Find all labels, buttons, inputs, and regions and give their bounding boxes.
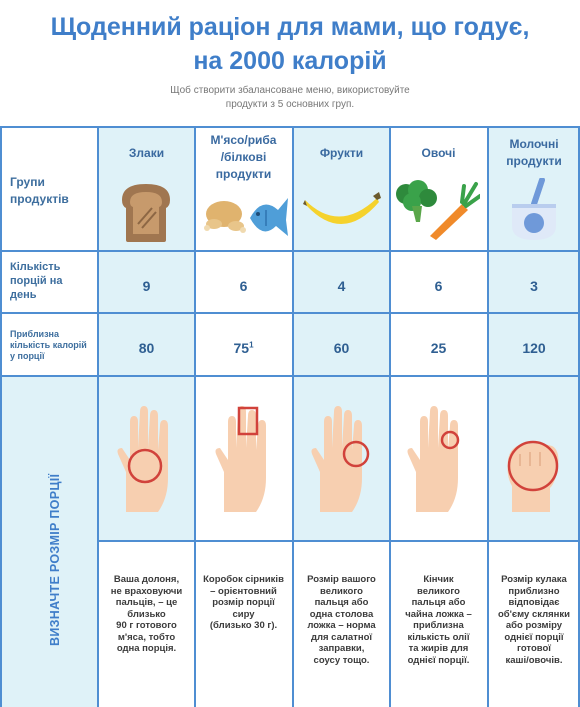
column-header-dairy: [488, 136, 580, 170]
desc-line: близько: [127, 608, 166, 620]
chicken-fish-icon: [200, 190, 290, 240]
column-header-line: продукти: [215, 167, 272, 181]
desc-line: м'яса, тобто: [117, 631, 176, 643]
blue-cell: [98, 127, 195, 376]
desc-line: розмір порції: [212, 597, 275, 608]
header: [0, 0, 580, 126]
desc-line: одна порція.: [116, 643, 177, 654]
row-label-line: Групи: [10, 175, 45, 189]
desc-line: однієї порції.: [407, 654, 470, 666]
subtitle-line-2: продукти з 5 основних груп.: [225, 99, 355, 110]
hand-thumb-tip-icon: [402, 402, 472, 520]
banana-icon: [303, 190, 381, 230]
portion-desc-fruits: [293, 574, 390, 666]
row-label-portion-size: ВИЗНАЧТЕ РОЗМІР ПОРЦІЇ: [48, 473, 62, 646]
grid-line: [0, 375, 580, 377]
yogurt-icon: [508, 178, 560, 242]
desc-line: Розмір кулака: [501, 574, 567, 585]
desc-line: об'єму склянки: [497, 608, 571, 620]
portion-desc-protein: [195, 574, 292, 632]
footnote-marker: 1: [249, 340, 254, 350]
column-header-grains: [98, 145, 195, 162]
row-label-line: у порції: [10, 351, 45, 361]
column-header-line: Злаки: [128, 146, 165, 160]
servings-grains: 9: [142, 278, 151, 294]
desc-line: Коробок сірників: [203, 574, 284, 585]
desc-line: соусу тощо.: [313, 654, 370, 666]
portion-desc-dairy: [488, 574, 580, 666]
calories-grains: 80: [138, 340, 155, 356]
desc-line: – орієнтовний: [210, 585, 277, 597]
portion-desc-vegetables: [390, 574, 487, 666]
calories-protein: [195, 340, 292, 356]
column-header-fruits: [293, 145, 390, 162]
servings-fruits: 4: [337, 278, 346, 294]
row-label-line: Кількість: [10, 261, 61, 273]
grid-line: [0, 312, 580, 314]
grid-line: [97, 540, 580, 542]
desc-line: великого: [320, 585, 363, 597]
portion-desc-grains: [98, 574, 195, 655]
column-header-line: Овочі: [421, 146, 456, 160]
desc-line: не враховуючи: [110, 585, 183, 597]
desc-line: Ваша долоня,: [113, 574, 180, 585]
subtitle-line-1: Щоб створити збалансоване меню, використовуйте: [170, 85, 410, 96]
desc-line: Кінчик: [423, 574, 454, 585]
column-header-line: Молочні: [509, 137, 559, 151]
hand-thumb-icon: [306, 402, 376, 520]
desc-line: ложка – норма: [307, 620, 376, 631]
blue-cell: [293, 127, 390, 376]
row-label-calories: [10, 329, 87, 362]
title-line-2: на 2000 калорій: [193, 47, 387, 75]
desc-line: однієї порції: [504, 631, 564, 643]
desc-line: для салатної: [310, 631, 373, 643]
calories-protein-value: 75: [233, 340, 250, 356]
calories-fruits: 60: [333, 340, 350, 356]
desc-line: великого: [417, 585, 460, 597]
fist-icon: [496, 426, 572, 520]
row-label-line: день: [10, 289, 37, 301]
row-label-line: кількість калорій: [10, 340, 87, 350]
desc-line: одна столова: [309, 608, 374, 620]
desc-line: 90 г готового: [116, 620, 177, 631]
column-header-vegetables: [390, 145, 487, 162]
column-header-protein: [195, 132, 292, 183]
grid-line: [0, 250, 580, 252]
servings-protein: 6: [239, 278, 248, 294]
desc-line: (близько 30 г).: [209, 620, 278, 631]
calories-dairy: 120: [522, 340, 546, 356]
desc-line: сиру: [232, 608, 255, 620]
hand-palm-icon: [112, 402, 182, 520]
row-label-line: порцій на: [10, 275, 63, 287]
desc-line: пальця або: [411, 597, 466, 608]
vegetables-icon: [392, 180, 480, 242]
desc-line: каші/овочів.: [505, 654, 563, 666]
desc-line: та жирів для: [408, 643, 469, 654]
desc-line: відповідає: [508, 597, 560, 608]
column-header-line: продукти: [506, 154, 562, 168]
desc-line: заправки,: [318, 643, 365, 654]
servings-dairy: 3: [530, 278, 538, 294]
desc-line: Розмір вашого: [307, 574, 376, 585]
desc-line: пальців, – це: [115, 597, 178, 608]
hand-matchbox-icon: [210, 398, 280, 520]
column-header-line: Фрукти: [319, 146, 364, 160]
page-title: [0, 10, 580, 78]
desc-line: готової: [517, 643, 551, 654]
row-label-line: Приблизна: [10, 329, 59, 339]
desc-line: чайна ложка –: [405, 608, 472, 620]
grid-line: [0, 126, 2, 707]
row-label-groups: [10, 174, 69, 208]
column-header-line: М'ясо/риба: [210, 133, 277, 147]
grid-line: [0, 126, 580, 128]
bread-icon: [116, 180, 176, 244]
title-line-1: Щоденний раціон для мами, що годує,: [50, 13, 530, 41]
calories-vegetables: 25: [430, 340, 447, 356]
desc-line: приблизно: [508, 585, 560, 597]
row-label-line: продуктів: [10, 192, 69, 206]
desc-line: приблизна: [413, 620, 464, 631]
food-groups-table: [0, 126, 580, 707]
desc-line: пальця або: [314, 597, 369, 608]
subtitle: [110, 84, 470, 112]
desc-line: або розміру: [505, 620, 563, 631]
row-label-servings: [10, 260, 62, 302]
servings-vegetables: 6: [434, 278, 443, 294]
column-header-line: /білкові: [220, 150, 267, 164]
desc-line: кількість олії: [407, 631, 470, 643]
